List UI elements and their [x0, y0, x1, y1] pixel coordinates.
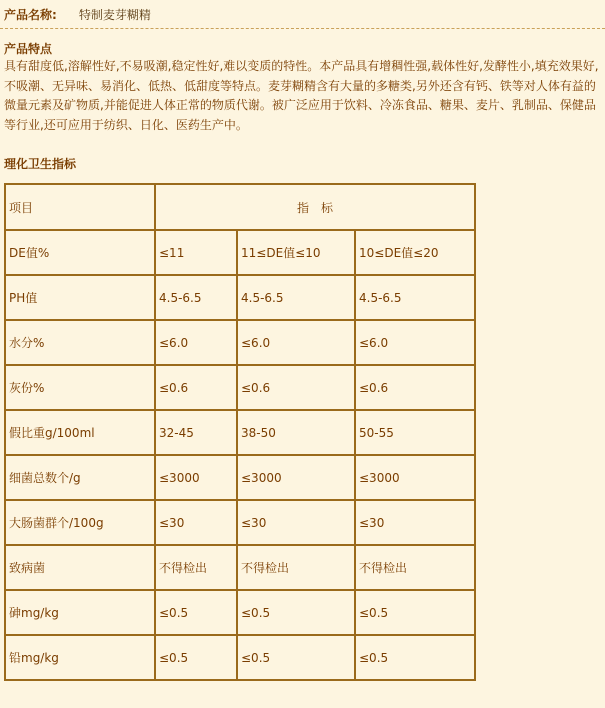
table-header-row	[5, 184, 475, 230]
row-item-cell: 灰份%	[5, 365, 155, 410]
indicators-heading: 理化卫生指标	[4, 157, 77, 171]
row-value-cell: 10≤DE值≤20	[355, 230, 475, 275]
row-value-cell: 不得检出	[237, 545, 355, 590]
row-item-cell: 假比重g/100ml	[5, 410, 155, 455]
row-item-cell: 砷mg/kg	[5, 590, 155, 635]
row-value-cell: ≤0.6	[155, 365, 237, 410]
row-value-cell: ≤30	[355, 500, 475, 545]
table-row	[5, 230, 475, 275]
row-value-cell: 50-55	[355, 410, 475, 455]
table-row	[5, 590, 475, 635]
row-value-cell: ≤30	[155, 500, 237, 545]
header-item: 项目	[5, 184, 155, 230]
row-item-cell: 大肠菌群个/100g	[5, 500, 155, 545]
product-name-line	[4, 6, 151, 23]
table-row	[5, 365, 475, 410]
row-value-cell: 4.5-6.5	[355, 275, 475, 320]
row-value-cell: 4.5-6.5	[237, 275, 355, 320]
row-value-cell: ≤3000	[237, 455, 355, 500]
row-item-cell: DE值%	[5, 230, 155, 275]
row-item-cell: 铅mg/kg	[5, 635, 155, 680]
table-row	[5, 275, 475, 320]
row-value-cell: 不得检出	[155, 545, 237, 590]
row-value-cell: 4.5-6.5	[155, 275, 237, 320]
row-value-cell: ≤0.5	[155, 590, 237, 635]
table-row	[5, 410, 475, 455]
table-row	[5, 320, 475, 365]
row-item-cell: 水分%	[5, 320, 155, 365]
row-value-cell: 不得检出	[355, 545, 475, 590]
table-row	[5, 635, 475, 680]
row-value-cell: ≤3000	[355, 455, 475, 500]
divider	[0, 28, 605, 29]
row-value-cell: 32-45	[155, 410, 237, 455]
features-heading: 产品特点	[4, 42, 53, 56]
table-row	[5, 455, 475, 500]
row-item-cell: PH值	[5, 275, 155, 320]
row-value-cell: 11≤DE值≤10	[237, 230, 355, 275]
row-value-cell: ≤6.0	[237, 320, 355, 365]
row-value-cell: ≤0.6	[355, 365, 475, 410]
row-value-cell: ≤0.6	[237, 365, 355, 410]
row-value-cell: ≤3000	[155, 455, 237, 500]
table-row	[5, 545, 475, 590]
row-value-cell: ≤0.5	[237, 635, 355, 680]
row-item-cell: 细菌总数个/g	[5, 455, 155, 500]
product-name-value: 特制麦芽糊精	[78, 8, 151, 22]
indicators-table	[4, 183, 476, 681]
row-value-cell: ≤0.5	[237, 590, 355, 635]
row-value-cell: ≤11	[155, 230, 237, 275]
product-name-label: 产品名称:	[4, 8, 57, 22]
row-value-cell: 38-50	[237, 410, 355, 455]
row-value-cell: ≤6.0	[355, 320, 475, 365]
features-text: 具有甜度低,溶解性好,不易吸潮,稳定性好,难以变质的特性。本产品具有增稠性强,载体性好,发酵性小,填充效果好,不吸潮、无异味、易消化、低热、低甜度等特点。麦芽糊精含有大量的多糖类,另外还含有钙、铁等对人体有益的微量元素及矿物质,并能促进人体正常的物质代谢。被广泛应用于饮料、冷冻食品、糖果、麦片、乳制品、保健品等行业,还可应用于纺织、日化、医药生产中。	[4, 59, 599, 132]
row-value-cell: ≤0.5	[355, 590, 475, 635]
table-row	[5, 500, 475, 545]
row-value-cell: ≤0.5	[355, 635, 475, 680]
row-value-cell: ≤0.5	[155, 635, 237, 680]
row-value-cell: ≤6.0	[155, 320, 237, 365]
header-indicator: 指 标	[155, 184, 475, 230]
row-item-cell: 致病菌	[5, 545, 155, 590]
row-value-cell: ≤30	[237, 500, 355, 545]
